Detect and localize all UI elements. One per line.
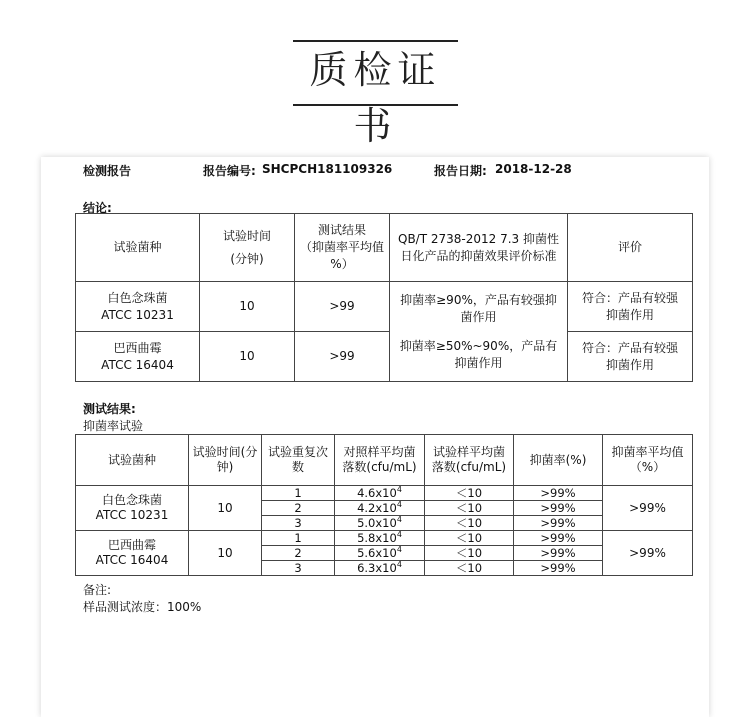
results-header-row [76,435,693,486]
header-result-unit: （抑菌率平均值 %） [299,240,384,271]
strain-name: 巴西曲霉 [107,538,156,552]
header-result-label: 测试结果 [317,223,366,237]
report-date-label: 报告日期: [434,164,487,178]
average-cell: >99% [603,531,693,576]
header-time-unit: (分钟) [230,251,264,266]
evaluation-cell: 符合：产品有较强抑菌作用 [568,282,693,332]
report-number: SHCPCH181109326 [262,162,393,176]
header-average: 抑菌率平均值（%） [603,435,693,486]
rate-cell: >99% [514,546,603,561]
header-repeat: 试验重复次数 [262,435,335,486]
header-strain: 试验菌种 [76,214,200,282]
header-strain: 试验菌种 [76,435,189,486]
control-exponent: 4 [396,500,402,510]
control-exponent: 4 [396,545,402,555]
result-cell: >99 [295,332,390,382]
rate-cell: >99% [514,516,603,531]
control-value: 5.8x10 [357,531,397,545]
strain-code: ATCC 10231 [101,307,174,322]
sample-cell: ＜10 [425,486,514,501]
standard-cell [390,282,568,382]
control-cell [335,501,425,516]
header-rate: 抑菌率(%) [514,435,603,486]
strain-cell [76,531,189,576]
conclusion-header-row [76,214,693,282]
control-value: 5.0x10 [357,516,397,530]
control-cell [335,531,425,546]
time-cell: 10 [189,531,262,576]
repeat-cell: 1 [262,531,335,546]
control-value: 4.6x10 [357,486,397,500]
repeat-cell: 2 [262,546,335,561]
certificate-title-frame [293,40,458,148]
repeat-cell: 3 [262,561,335,576]
standard-criterion-2: 抑菌率≥50%~90%，产品有抑菌作用 [399,338,558,370]
sample-cell: ＜10 [425,561,514,576]
header-result [295,214,390,282]
sample-cell: ＜10 [425,531,514,546]
control-cell [335,561,425,576]
repeat-cell: 2 [262,501,335,516]
control-cell [335,486,425,501]
report-date: 2018-12-28 [495,162,572,176]
table-row [76,531,693,546]
test-results-table [75,434,693,576]
strain-cell [76,486,189,531]
time-cell: 10 [189,486,262,531]
strain-cell [76,332,200,382]
sample-cell: ＜10 [425,516,514,531]
control-value: 4.2x10 [357,501,397,515]
notes-label: 备注: [83,583,112,597]
rate-cell: >99% [514,486,603,501]
control-value: 5.6x10 [357,546,397,560]
conclusion-label: 结论: [83,201,112,215]
conclusion-table [75,213,693,382]
certificate-title: 质检证书 [309,48,442,148]
report-number-label: 报告编号: [203,164,256,178]
evaluation-cell: 符合：产品有较强抑菌作用 [568,332,693,382]
rate-cell: >99% [514,561,603,576]
rate-cell: >99% [514,501,603,516]
header-evaluation: 评价 [568,214,693,282]
strain-code: ATCC 16404 [101,357,174,372]
strain-name: 白色念珠菌 [101,493,162,507]
control-value: 6.3x10 [357,561,397,575]
average-cell: >99% [603,486,693,531]
result-cell: >99 [295,282,390,332]
standard-criterion-1: 抑菌率≥90%，产品有较强抑菌作用 [400,292,557,324]
header-time: 试验时间(分钟) [189,435,262,486]
control-cell [335,516,425,531]
repeat-cell: 3 [262,516,335,531]
strain-name: 巴西曲霉 [113,340,162,355]
concentration-note: 样品测试浓度：100% [83,600,202,614]
control-exponent: 4 [396,530,402,540]
header-time [200,214,295,282]
repeat-cell: 1 [262,486,335,501]
rate-cell: >99% [514,531,603,546]
report-sheet [41,157,709,717]
strain-name: 白色念珠菌 [107,290,168,305]
strain-code: ATCC 10231 [95,508,169,522]
header-standard: QB/T 2738-2012 7.3 抑菌性日化产品的抑菌效果评价标准 [390,214,568,282]
header-control: 对照样平均菌落数(cfu/mL) [335,435,425,486]
table-row [76,332,693,382]
header-sample: 试验样平均菌落数(cfu/mL) [425,435,514,486]
sample-cell: ＜10 [425,501,514,516]
header-time-label: 试验时间 [222,228,271,243]
test-results-label: 测试结果: [83,402,136,416]
sample-cell: ＜10 [425,546,514,561]
time-cell: 10 [200,332,295,382]
control-exponent: 4 [396,515,402,525]
time-cell: 10 [200,282,295,332]
control-exponent: 4 [396,485,402,495]
inhibition-test-label: 抑菌率试验 [83,419,144,433]
strain-cell [76,282,200,332]
table-row [76,486,693,501]
control-cell [335,546,425,561]
table-row [76,282,693,332]
strain-code: ATCC 16404 [95,553,169,567]
report-type: 检测报告 [83,164,132,178]
control-exponent: 4 [396,560,402,570]
